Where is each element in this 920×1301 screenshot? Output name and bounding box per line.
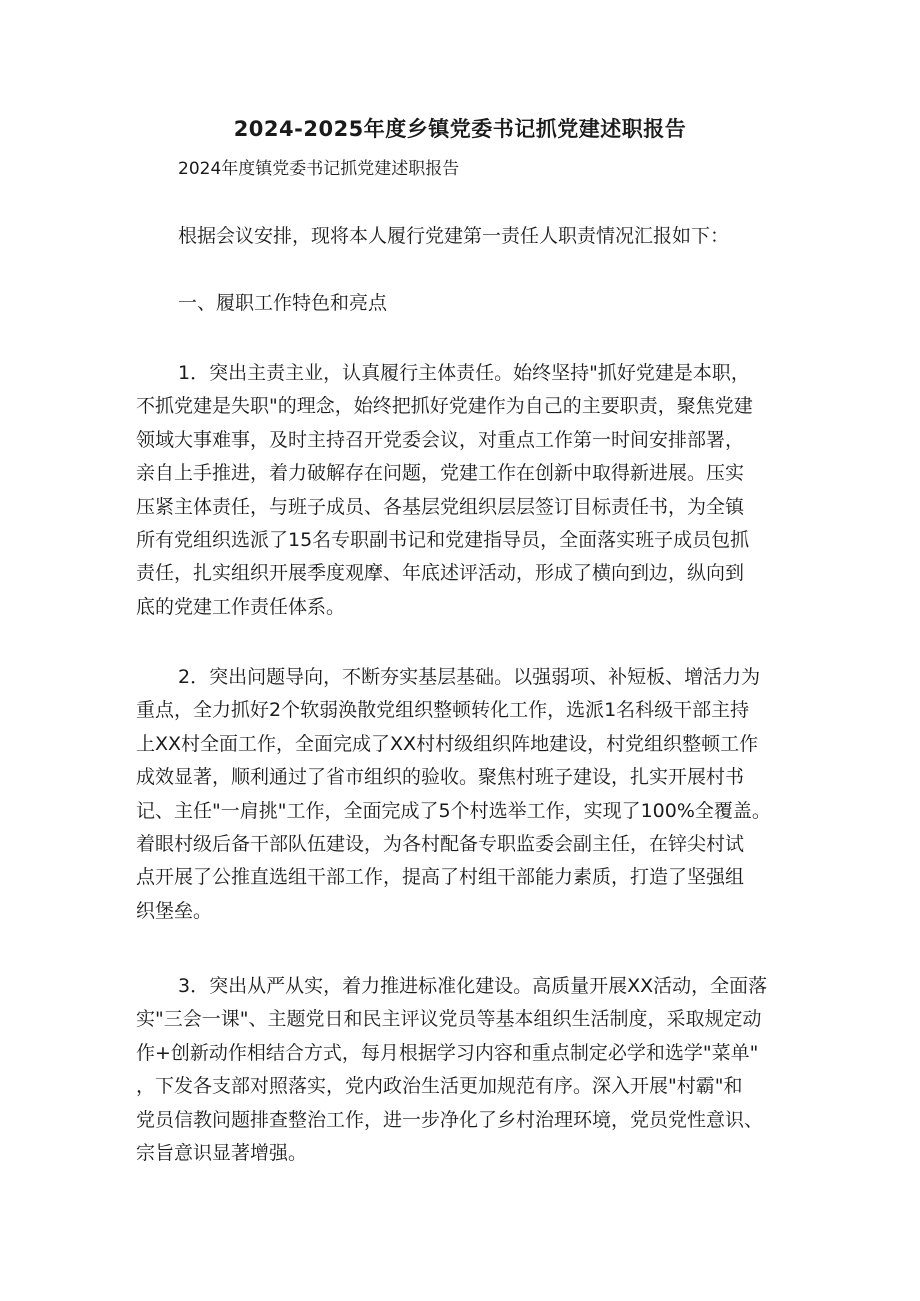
paragraph-line: 亲自上手推进，着力破解存在问题，党建工作在创新中取得新进展。压实 (136, 462, 745, 485)
paragraph-line: 1．突出主责主业，认真履行主体责任。始终坚持"抓好党建是本职， (178, 362, 750, 384)
paragraph-2 (136, 661, 796, 928)
paragraph-line: 底的党建工作责任体系。 (136, 595, 346, 618)
paragraph-line: 实"三会一课"、主题党日和民主评议党员等基本组织生活制度，采取规定动 (136, 1008, 762, 1031)
paragraph-line: 领域大事难事，及时主持召开党委会议，对重点工作第一时间安排部署， (136, 428, 745, 451)
paragraph-line: 责任，扎实组织开展季度观摩、年底述评活动，形成了横向到边，纵向到 (136, 562, 745, 585)
paragraph-line: 成效显著，顺利通过了省市组织的验收。聚焦村班子建设，扎实开展村书 (136, 766, 745, 789)
paragraph-line: 着眼村级后备干部队伍建设，为各村配备专职监委会副主任，在锌尖村试 (136, 833, 745, 856)
paragraph-line: 所有党组织选派了15名专职副书记和党建指导员，全面落实班子成员包抓 (136, 529, 750, 552)
intro-paragraph (136, 220, 796, 253)
section-heading-text: 一、履职工作特色和亮点 (178, 292, 388, 314)
paragraph-line: 作+创新动作相结合方式，每月根据学习内容和重点制定必学和选学"菜单" (136, 1041, 759, 1064)
paragraph-3 (136, 970, 796, 1170)
paragraph-1 (136, 357, 796, 624)
document-title: 2024-2025年度乡镇党委书记抓党建述职报告 (233, 117, 687, 141)
paragraph-line: 织堡垒。 (136, 899, 213, 922)
paragraph-line: 宗旨意识显著增强。 (136, 1142, 308, 1165)
paragraph-line: 重点，全力抓好2个软弱涣散党组织整顿转化工作，选派1名科级干部主持 (136, 699, 750, 722)
paragraph-line: 压紧主体责任，与班子成员、各基层党组织层层签订目标责任书，为全镇 (136, 495, 745, 518)
section-heading (136, 287, 796, 320)
document-subtitle: 2024年度镇党委书记抓党建述职报告 (178, 159, 460, 179)
paragraph-line: 上XX村全面工作，全面完成了XX村村级组织阵地建设，村党组织整顿工作 (136, 732, 759, 755)
paragraph-line: 3．突出从严从实，着力推进标准化建设。高质量开展XX活动，全面落 (178, 975, 768, 997)
intro-line: 根据会议安排，现将本人履行党建第一责任人职责情况汇报如下： (178, 225, 730, 247)
paragraph-line: 点开展了公推直选组干部工作，提高了村组干部能力素质，打造了坚强组 (136, 866, 745, 889)
paragraph-line: 记、主任"一肩挑"工作，全面完成了5个村选举工作，实现了100%全覆盖。 (136, 799, 771, 822)
paragraph-line: ，下发各支部对照落实，党内政治生活更加规范有序。深入开展"村霸"和 (136, 1075, 743, 1098)
paragraph-line: 2．突出问题导向，不断夯实基层基础。以强弱项、补短板、增活力为 (178, 666, 761, 688)
paragraph-line: 不抓党建是失职"的理念，始终把抓好党建作为自己的主要职责，聚焦党建 (136, 395, 753, 418)
paragraph-line: 党员信教问题排查整治工作，进一步净化了乡村治理环境，党员党性意识、 (136, 1108, 764, 1131)
